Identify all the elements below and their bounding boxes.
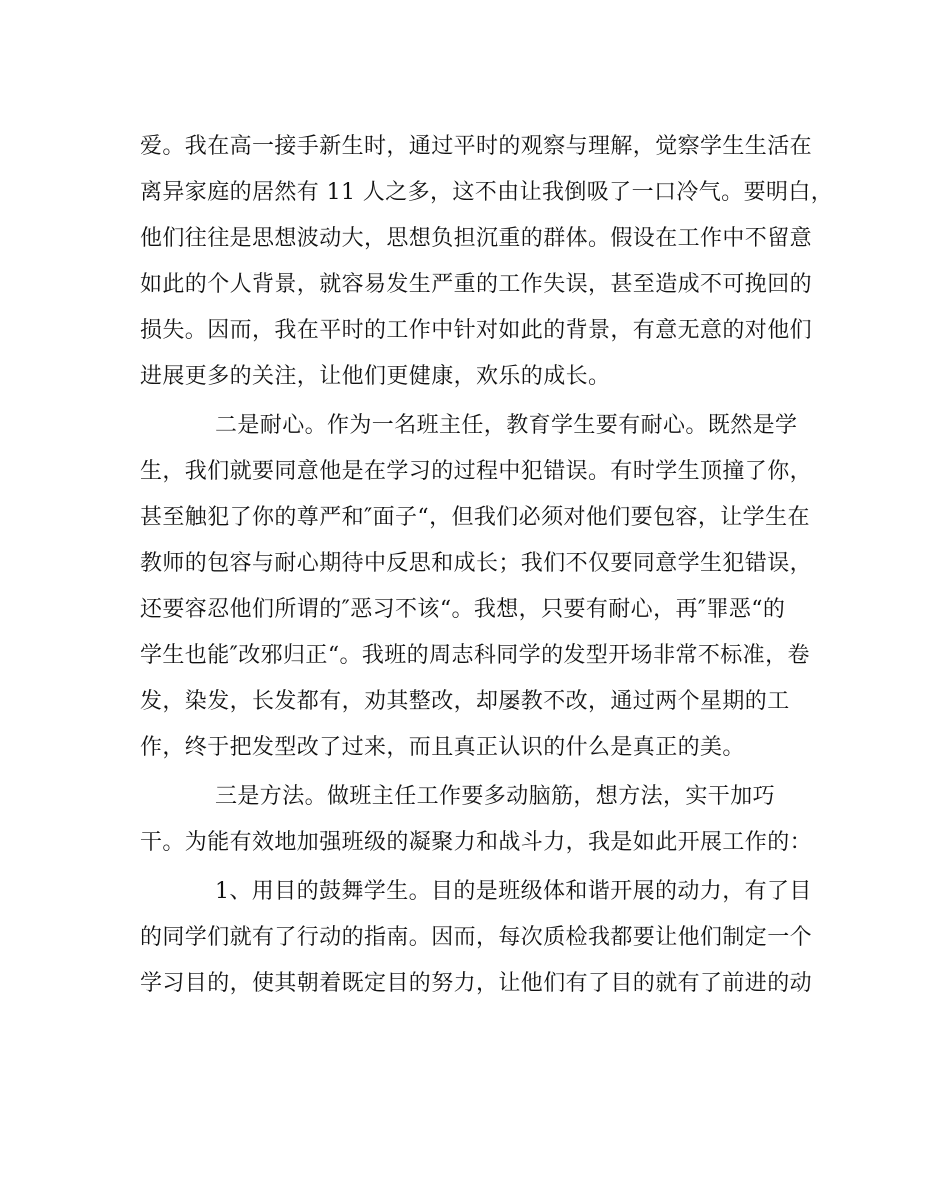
paragraph-start-line: 二是耐心。作为一名班主任，教育学生要有耐心。既然是学 [215, 413, 798, 438]
text-line: 学生也能″改邪归正“。我班的周志科同学的发型开场非常不标准，卷 [140, 643, 810, 668]
text-line: 甚至触犯了你的尊严和″面子“，但我们必须对他们要包容，让学生在 [140, 505, 810, 530]
text-line: 教师的包容与耐心期待中反思和成长；我们不仅要同意学生犯错误， [140, 551, 813, 576]
text-line: 的同学们就有了行动的指南。因而，每次质检我都要让他们制定一个 [140, 925, 813, 950]
text-line: 他们往往是思想波动大，思想负担沉重的群体。假设在工作中不留意 [140, 226, 813, 251]
text-line: 还要容忍他们所谓的″恶习不该“。我想，只要有耐心，再″罪恶“的 [140, 597, 786, 622]
text-line: 进展更多的关注，让他们更健康，欢乐的成长。 [140, 364, 611, 389]
paragraph-start-line: 1、用目的鼓舞学生。目的是班级体和谐开展的动力，有了目 [215, 879, 812, 904]
text-line: 如此的个人背景，就容易发生严重的工作失误，甚至造成不可挽回的 [140, 272, 813, 297]
text-line: 干。为能有效地加强班级的凝聚力和战斗力，我是如此开展工作的： [140, 830, 813, 855]
text-line: 离异家庭的居然有 11 人之多，这不由让我倒吸了一口冷气。要明白， [140, 180, 834, 205]
text-line: 损失。因而，我在平时的工作中针对如此的背景，有意无意的对他们 [140, 318, 813, 343]
text-line: 发，染发，长发都有，劝其整改，却屡教不改，通过两个星期的工 [140, 689, 790, 714]
paragraph-start-line: 三是方法。做班主任工作要多动脑筋，想方法，实干加巧 [215, 784, 776, 809]
text-line: 爱。我在高一接手新生时，通过平时的观察与理解，觉察学生生活在 [140, 134, 813, 159]
text-line: 学习目的，使其朝着既定目的努力，让他们有了目的就有了前进的动 [140, 971, 813, 996]
text-line: 生，我们就要同意他是在学习的过程中犯错误。有时学生顶撞了你， [140, 459, 813, 484]
text-line: 作，终于把发型改了过来，而且真正认识的什么是真正的美。 [140, 735, 745, 760]
